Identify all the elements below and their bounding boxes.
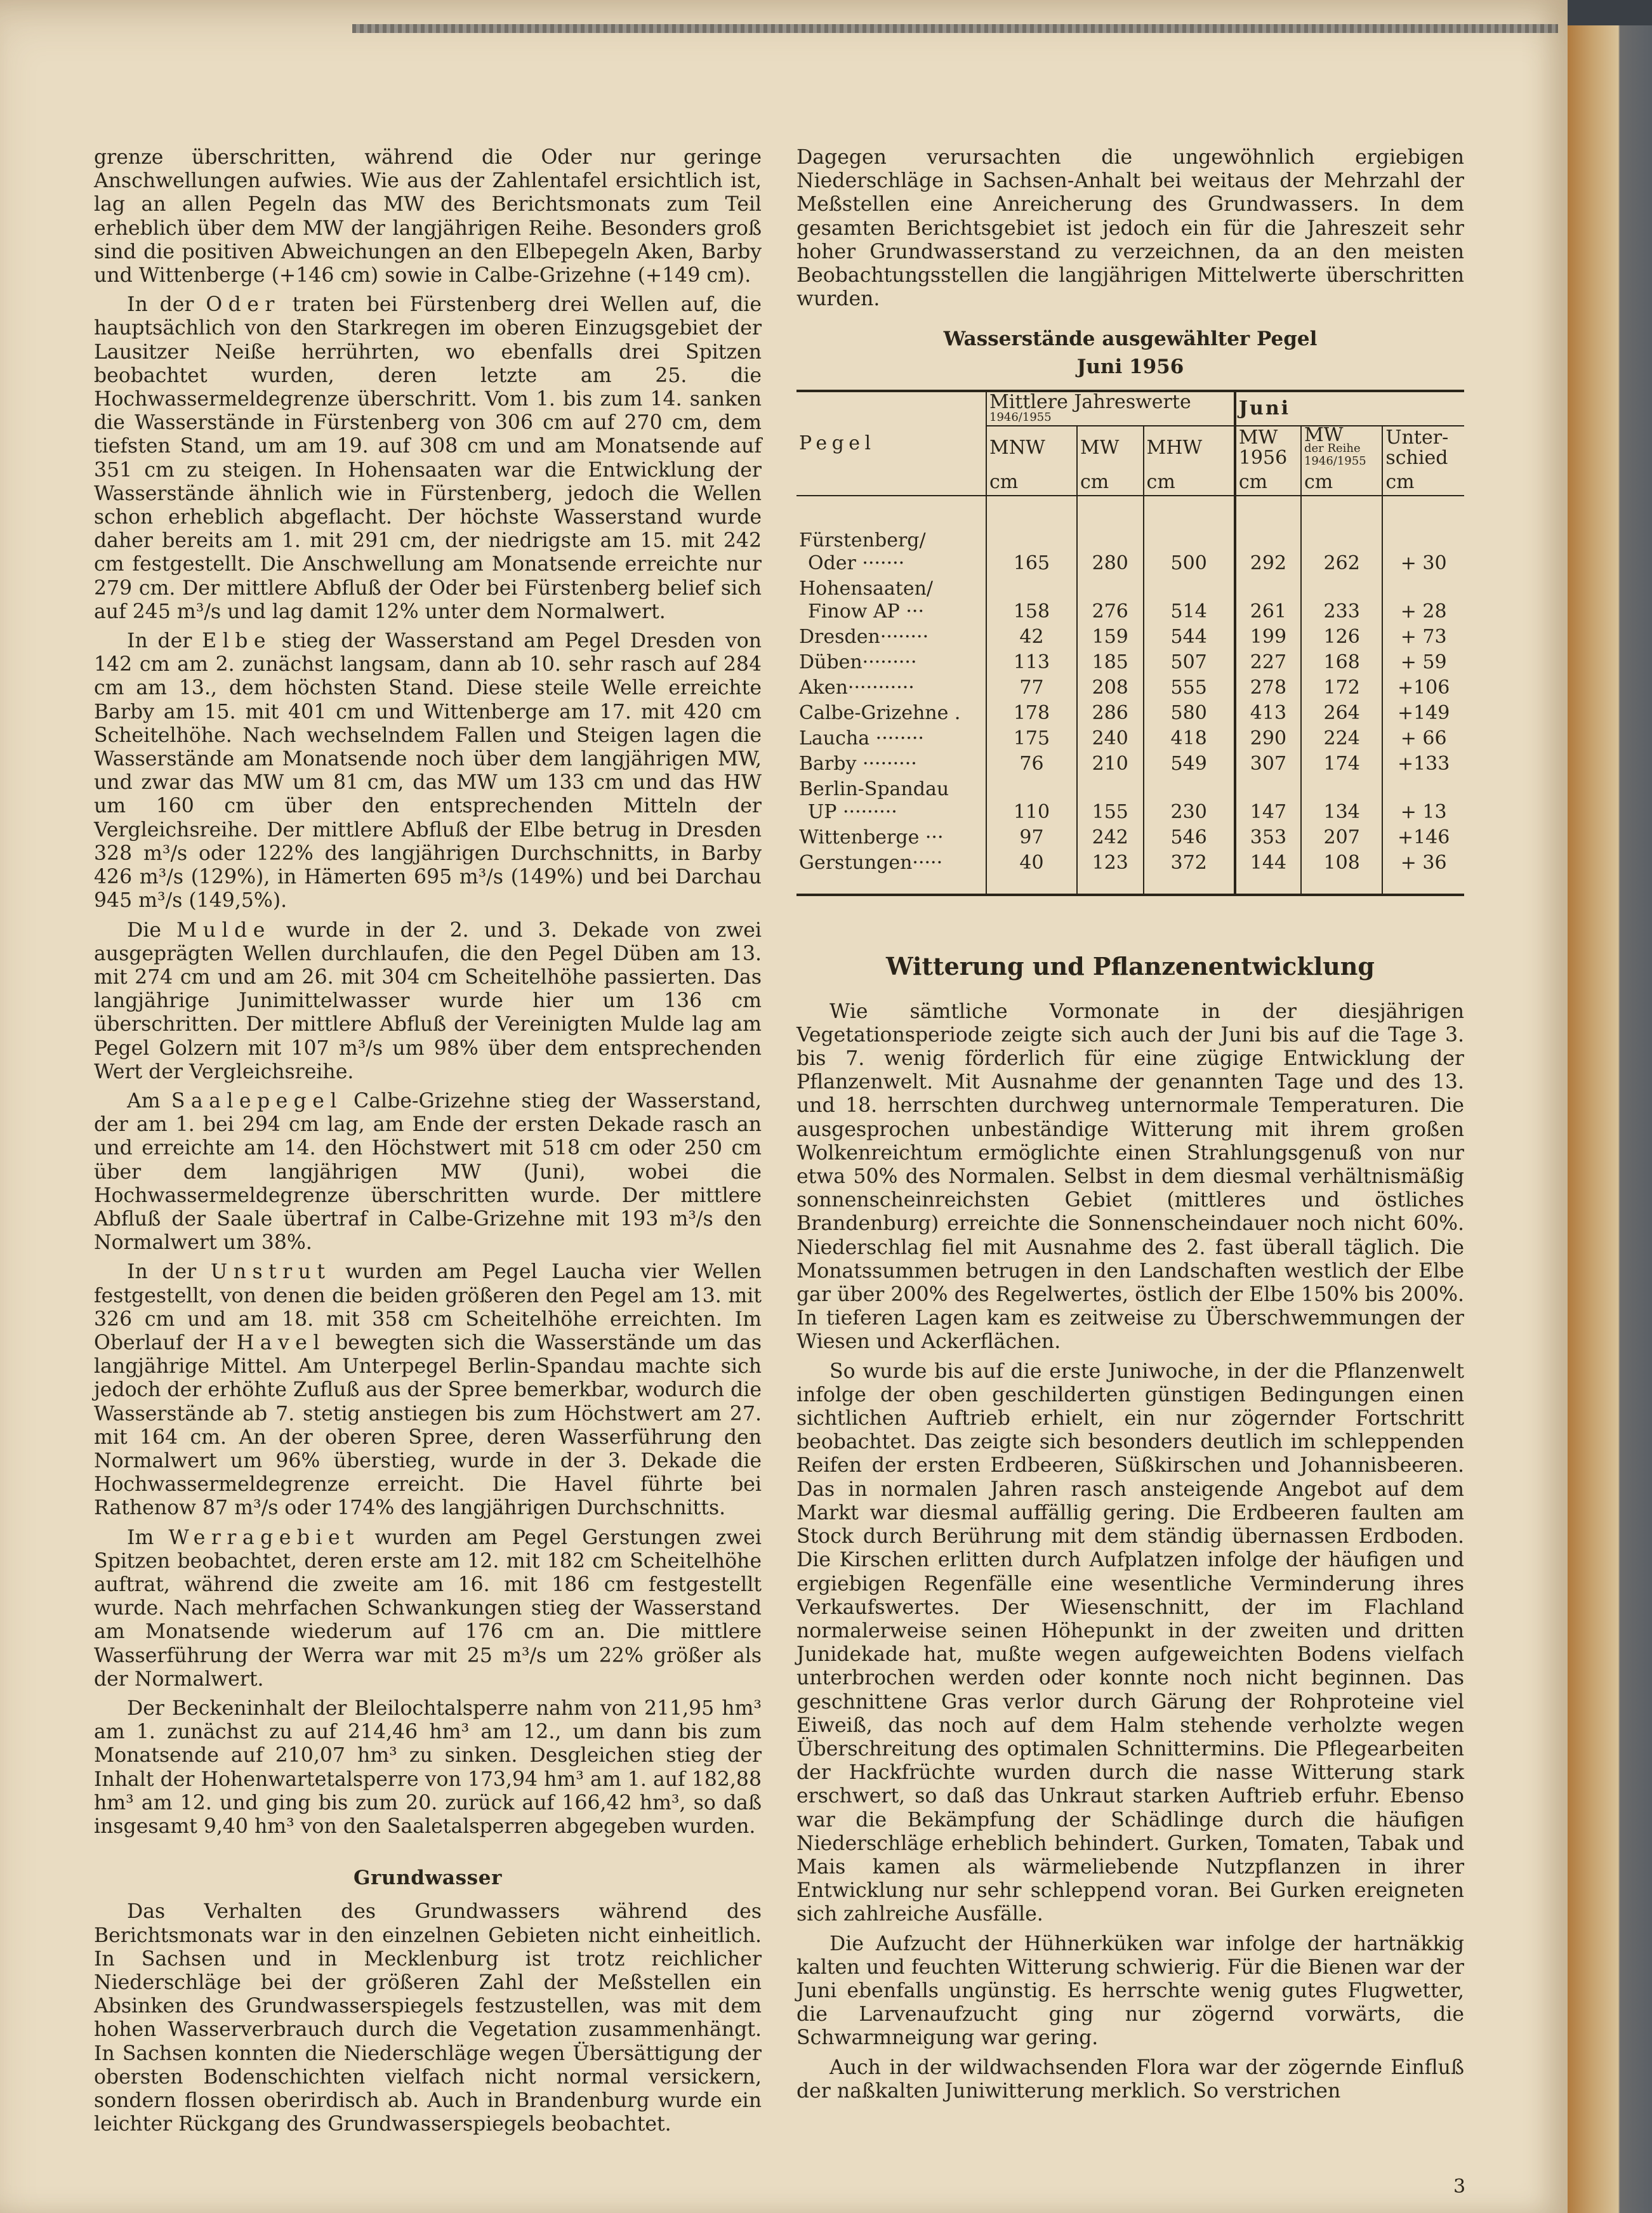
paragraph-mulde [94,919,762,1084]
header-text: Mittlere Jahreswerte [989,391,1191,414]
cell-mw: 159 [1077,624,1144,650]
water-level-table [796,390,1464,896]
pegel-name-line: Fürstenberg/ [799,529,926,552]
text-run: In der [127,1260,211,1284]
pegel-name-line: Gerstungen····· [799,852,943,875]
cell-mhw: 418 [1144,726,1235,751]
cell-pegel-name [796,650,986,675]
pegel-name-line: UP ········· [808,801,897,824]
cell-mnw: 165 [986,496,1077,576]
cell-mhw: 514 [1144,576,1235,624]
pegel-name-line: Dresden········ [799,626,929,649]
pegel-name-line: Laucha ········ [799,727,924,750]
table-row [796,576,1464,624]
paragraph: Auch in der wildwachsenden Flora war der zögernde Einfluß der naßkalten Juniwitterung merklich. So verstrichen [796,2056,1464,2103]
cell-mhw: 507 [1144,650,1235,675]
header-mw-reihe [1301,426,1382,470]
cell-mhw: 500 [1144,496,1235,576]
text-run: wurden am Pegel Laucha vier Wellen festgestellt, von denen die beiden größeren den Pegel am 13. mit 326 cm und am 18. mit 358 cm Scheitelhöhe erreichten. Im Oberlauf der [94,1260,762,1354]
pegel-name-line: Aken··········· [799,677,915,699]
cell-mw: 240 [1077,726,1144,751]
header-text: 1956 [1238,447,1288,470]
header-text: MW [1304,424,1344,447]
pegel-name-line: Düben········· [799,651,917,674]
cell-mw-1956: 292 [1235,496,1301,576]
header-pegel: Pegel [796,391,986,496]
table-subtitle-line: Juni 1956 [1076,355,1184,379]
text-run: Calbe-Grizehne stieg der Wasserstand, der am 1. bei 294 cm lag, am Ende der ersten Dekade rasch an und erreichte am 14. den Höchstwert mit 518 cm oder 250 cm über dem langjährigen MW (Juni), wobei die Hochwassermeldegrenze überschritten wurde. Der mittlere Abfluß der Saale übertraf in Calbe-Grizehne mit 193 m³/s den Normalwert um 38%. [94,1089,762,1255]
cell-mnw: 42 [986,624,1077,650]
text-run: Im [127,1526,169,1549]
table-title-line: Wasserstände ausgewählter Pegel [943,327,1318,351]
header-mw-1956 [1235,426,1301,470]
cell-pegel-name [796,675,986,701]
left-column [94,146,762,2142]
paragraph-talsperren: Der Beckeninhalt der Bleilochtalsperre nahm von 211,95 hm³ am 1. zunächst zu auf 214,46 hm³ am 12., um dann bis zum Monatsende auf 210,07 hm³ zu sinken. Desgleichen stieg der Inhalt der Hohenwartetalsperre von 173,94 hm³ am 1. auf 182,88 hm³ am 12. und ging bis zum 20. zurück auf 166,42 hm³, so daß insgesamt 9,40 hm³ von den Saaletalsperren abgegeben wurden. [94,1697,762,1839]
unit-cell: cm [1077,470,1144,496]
spaced-term: Mulde [176,918,271,942]
paragraph-elbe [94,630,762,913]
cell-mw-reihe: 168 [1301,650,1382,675]
cell-mnw: 76 [986,751,1077,777]
cell-mnw: 113 [986,650,1077,675]
table-body [796,496,1464,895]
cell-unterschied: + 73 [1400,626,1447,649]
pegel-name-line: Calbe-Grizehne . [799,702,961,725]
header-mhw: MHW [1144,426,1235,470]
table-title [796,325,1464,381]
cell-mw-reihe: 172 [1301,675,1382,701]
paragraph-grundwasser: Das Verhalten des Grundwassers während des Berichtsmonats war in den einzelnen Gebieten nicht einheitlich. In Sachsen und in Mecklenburg ist trotz reichlicher Niederschläge bei der größeren Zahl der Meßstellen ein Absinken des Grundwasserspiegels festzustellen, was mit dem hohen Wasserverbrauch durch die Vegetation zusammenhängt. In Sachsen konnten die Niederschläge wegen Übersättigung der obersten Bodenschichten vielfach nicht normal versickern, sondern flossen oberirdisch ab. Auch in Brandenburg wurde ein leichter Rückgang des Grundwasserspiegels beobachtet. [94,1900,762,2136]
header-text: schied [1385,447,1448,470]
text-run: stieg der Wasserstand am Pegel Dresden von 142 cm am 2. zunächst langsam, dann ab 10. sehr rasch auf 284 cm am 13., dem höchsten Stand. Diese steile Welle erreichte Barby am 15. mit 401 cm und Wittenberge am 17. mit 420 cm Scheitelhöhe. Nach wechselndem Fallen und Steigen lagen die Wasserstände am Monatsende noch über dem langjährigen MW, und zwar das MW um 81 cm, das MW um 133 cm und das HW um 160 cm über den entsprechenden Mitteln der Vergleichsreihe. Der mittlere Abfluß der Elbe betrug in Dresden 328 m³/s oder 122% des langjährigen Durchschnitts, in Barby 426 m³/s (129%), in Hämerten 695 m³/s (149%) und bei Darchau 945 m³/s (149,5%). [94,630,762,913]
top-binding-rule [352,24,1558,33]
cell-mw-1956: 290 [1235,726,1301,751]
subheading-grundwasser: Grundwasser [353,1866,503,1890]
header-text: der Reihe [1304,442,1361,456]
pegel-name-line: Finow AP ··· [808,600,925,623]
table-row [796,726,1464,751]
cell-mw-reihe: 207 [1301,825,1382,850]
book-edge [1568,25,1652,2213]
cell-unterschied: + 66 [1400,727,1447,750]
unit-cell: cm [1144,470,1235,496]
page-number: 3 [1453,2176,1466,2198]
cell-mnw: 77 [986,675,1077,701]
cell-mw: 242 [1077,825,1144,850]
text-run: Die [127,918,177,942]
cell-mnw: 110 [986,777,1077,825]
cell-mw-1956: 307 [1235,751,1301,777]
cell-mw: 210 [1077,751,1144,777]
cell-unterschied: + 30 [1400,552,1447,575]
header-unterschied [1382,426,1464,470]
cell-unterschied: + 59 [1400,651,1447,674]
cell-mhw: 555 [1144,675,1235,701]
cell-mw: 276 [1077,576,1144,624]
cell-mw: 185 [1077,650,1144,675]
cell-mhw: 580 [1144,701,1235,726]
cell-mnw: 97 [986,825,1077,850]
right-column [796,146,1464,2109]
pegel-name-line: Oder ······· [808,552,905,575]
cell-mhw: 372 [1144,850,1235,895]
cell-mw-reihe: 174 [1301,751,1382,777]
paragraph-unstrut [94,1260,762,1520]
cell-mhw: 546 [1144,825,1235,850]
unit-cell: cm [1382,470,1464,496]
cell-unterschied: + 28 [1400,600,1447,623]
table-row [796,850,1464,895]
pegel-name-line: Hohensaaten/ [799,578,934,600]
text-run: bewegten sich die Wasserstände um das langjährige Mittel. Am Unterpegel Berlin-Spandau machte sich jedoch der erhöhte Zufluß aus der Spree bemerkbar, wodurch die Wasserstände ab 7. stetig anstiegen bis zum Höchstwert am 27. mit 164 cm. An der oberen Spree, deren Wasserführung den Normalwert um 96% überstieg, wurde in der 3. Dekade die Hochwassermeldegrenze erreicht. Die Havel führte bei Rathenow 87 m³/s oder 174% des langjährigen Durchschnitts. [94,1331,762,1520]
cell-unterschied: + 13 [1400,801,1447,824]
header-text: 1946/1955 [1304,454,1366,468]
cell-pegel-name [796,496,986,576]
table-row [796,777,1464,825]
cell-mw-reihe: 264 [1301,701,1382,726]
cell-mw: 286 [1077,701,1144,726]
cell-mw-1956: 147 [1235,777,1301,825]
cell-mw-1956: 227 [1235,650,1301,675]
cell-mw: 208 [1077,675,1144,701]
paragraph-werra [94,1526,762,1691]
cell-mw-reihe: 224 [1301,726,1382,751]
table-row [796,751,1464,777]
pegel-name-line: Barby ········· [799,753,917,776]
cell-mnw: 158 [986,576,1077,624]
spaced-term: Saalepegel [171,1089,343,1113]
cell-mw-1956: 199 [1235,624,1301,650]
header-text: 1946/1955 [989,411,1052,425]
cell-mw-1956: 261 [1235,576,1301,624]
pegel-name-line: Berlin-Spandau [799,778,949,801]
text-run: traten bei Fürstenberg drei Wellen auf, die hauptsächlich von den Starkregen im oberen Einzugsgebiet der Lausitzer Neiße herrührten, wo ebenfalls drei Spitzen beobachtet wurden, deren letzte am 25. die Hochwassermeldegrenze überschritt. Vom 1. bis zum 14. sanken die Wasserstände in Fürstenberg von 306 cm auf 270 cm, dem tiefsten Stand, um am 19. auf 308 cm und am Monatsende auf 351 cm zu steigen. In Hohensaaten war die Entwicklung der Wasserstände ähnlich wie in Fürstenberg, jedoch die Wellen schon erheblich abgeflacht. Der höchste Wasserstand wurde daher bereits am 1. mit 291 cm, der niedrigste am 15. mit 242 cm festgestellt. Die Anschwellung am Monatsende erreichte nur 279 cm. Der mittlere Abfluß der Oder bei Fürstenberg belief sich auf 245 m³/s und lag damit 12% unter dem Normalwert. [94,293,762,623]
pegel-name-line: Wittenberge ··· [799,826,944,849]
cell-pegel-name [796,726,986,751]
cell-mw-1956: 353 [1235,825,1301,850]
header-mw: MW [1077,426,1144,470]
section-heading-witterung: Witterung und Pflanzenentwicklung [886,952,1375,981]
unit-cell: cm [1301,470,1382,496]
cell-mw: 155 [1077,777,1144,825]
cell-unterschied: +146 [1397,826,1450,849]
paragraph: Dagegen verursachten die ungewöhnlich ergiebigen Niederschläge in Sachsen-Anhalt bei weitaus der Mehrzahl der Meßstellen eine Anreicherung des Grundwassers. In dem gesamten Berichtsgebiet ist jedoch ein für die Jahreszeit sehr hoher Grundwasserstand zu verzeichnen, da an den meisten Beobachtungsstellen die langjährigen Mittelwerte überschritten wurden. [796,146,1464,311]
unit-cell: cm [1235,470,1301,496]
cell-mw-reihe: 134 [1301,777,1382,825]
header-mnw: MNW [986,426,1077,470]
spaced-term: Werragebiet [168,1526,360,1549]
paragraph: Die Aufzucht der Hühnerküken war infolge der hartnäkkig kalten und feuchten Witterung schwierig. Für die Bienen war der Juni ebenfalls ungünstig. Es herrschte wenig gutes Flugwetter, die Larvenaufzucht ging nur zögernd vorwärts, die Schwarmneigung war gering. [796,1932,1464,2050]
unit-cell: cm [986,470,1077,496]
header-text: MW [1238,426,1278,449]
cell-mnw: 175 [986,726,1077,751]
cell-mw-1956: 413 [1235,701,1301,726]
cell-mw-1956: 144 [1235,850,1301,895]
text-run: wurde in der 2. und 3. Dekade von zwei ausgeprägten Wellen durchlaufen, die den Pegel Düben am 13. mit 274 cm und am 26. mit 304 cm Scheitelhöhe passierten. Das langjährige Junimittelwasser wurde hier um 136 cm überschritten. Der mittlere Abfluß der Vereinigten Mulde lag am Pegel Golzern mit 107 m³/s um 98% über dem entsprechenden Wert der Vergleichsreihe. [94,918,762,1083]
table-row [796,496,1464,576]
table-row [796,675,1464,701]
cell-mw: 123 [1077,850,1144,895]
cell-mnw: 40 [986,850,1077,895]
text-run: Am [127,1089,171,1113]
table-row [796,650,1464,675]
cell-pegel-name [796,701,986,726]
header-group-juni: Juni [1235,391,1464,426]
cell-pegel-name [796,850,986,895]
text-run: In der [127,293,206,317]
table-row [796,701,1464,726]
cell-unterschied: +149 [1397,702,1450,725]
paragraph-oder [94,293,762,624]
cell-unterschied: + 36 [1400,852,1447,875]
text-run: In der [127,630,202,653]
paragraph-saale [94,1090,762,1255]
table-row [796,624,1464,650]
cell-mhw: 544 [1144,624,1235,650]
cell-mhw: 230 [1144,777,1235,825]
cell-mnw: 178 [986,701,1077,726]
paragraph: Wie sämtliche Vormonate in der diesjährigen Vegetationsperiode zeigte sich auch der Juni bis auf die Tage 3. bis 7. wenig förderlich für eine zügige Entwicklung der Pflanzenwelt. Mit Ausnahme der genannten Tage und des 13. und 18. herrschten durchweg unternormale Temperaturen. Die ausgesprochen unbeständige Witterung mit ihrem großen Wolkenreichtum ermöglichte einen Strahlungsgenuß von nur etwa 50% des Normalen. Selbst in dem diesmal verhältnismäßig sonnenscheinreichsten Gebiet (mittleres und östliches Brandenburg) erreichte die Sonnenscheindauer noch nicht 60%. Niederschlag fiel mit Ausnahme des 2. fast überall täglich. Die Monatssummen betrugen in den Landschaften westlich der Elbe gar über 200% des Regelwertes, östlich der Elbe 150% bis 200%. In tieferen Lagen kam es zeitweise zu Überschwemmungen der Wiesen und Ackerflächen. [796,1000,1464,1354]
cell-mw-reihe: 262 [1301,496,1382,576]
header-group-mittlere [986,391,1235,426]
cell-mw-1956: 278 [1235,675,1301,701]
text-run: wurden am Pegel Gerstungen zwei Spitzen beobachtet, deren erste am 12. mit 182 cm Scheitelhöhe auftrat, während die zweite am 16. mit 186 cm festgestellt wurde. Nach mehrfachen Schwankungen stieg der Wasserstand am Monatsende wiederum auf 176 cm an. Die mittlere Wasserführung der Werra war mit 25 m³/s um 22% größer als der Normalwert. [94,1526,762,1691]
cell-pegel-name [796,751,986,777]
cell-pegel-name [796,825,986,850]
cell-mw-reihe: 126 [1301,624,1382,650]
spaced-term: Havel [236,1331,326,1354]
spaced-term: Oder [206,293,281,317]
cell-unterschied: +106 [1397,677,1450,699]
paragraph: grenze überschritten, während die Oder nur geringe Anschwellungen aufwies. Wie aus der Zahlentafel ersichtlich ist, lag an allen Pegeln das MW des Berichtsmonats zum Teil erheblich über dem MW der langjährigen Reihe. Besonders groß sind die positiven Abweichungen an den Elbepegeln Aken, Barby und Wittenberge (+146 cm) sowie in Calbe-Grizehne (+149 cm). [94,146,762,287]
cell-mw: 280 [1077,496,1144,576]
cell-unterschied: +133 [1397,753,1450,776]
cell-pegel-name [796,624,986,650]
cell-mhw: 549 [1144,751,1235,777]
spaced-term: Elbe [202,630,272,653]
header-text: Unter- [1385,426,1449,449]
cell-pegel-name [796,576,986,624]
paragraph: So wurde bis auf die erste Juniwoche, in der die Pflanzenwelt infolge der oben geschilderten günstigen Bedingungen einen sichtlichen Auftrieb erhielt, ein nur zögernder Fortschritt beobachtet. Das zeigte sich besonders deutlich im schleppenden Reifen der ersten Erdbeeren, Süßkirschen und Johannisbeeren. Das in normalen Jahren rasch ansteigende Angebot auf dem Markt war diesmal auffällig gering. Die Erdbeeren faulten am Stock durch Berührung mit dem ständig übernassen Erdboden. Die Kirschen erlitten durch Aufplatzen infolge der häufigen und ergiebigen Regenfälle eine wesentliche Verminderung ihres Verkaufswertes. Der Wiesenschnitt, der im Flachland normalerweise seinen Höhepunkt in der zweiten und dritten Junidekade hat, mußte wegen aufgeweichten Bodens vielfach unterbrochen werden oder konnte noch nicht beginnen. Das geschnittene Gras verlor durch Gärung der Rohproteine viel Eiweiß, das noch auf dem Halm stehende verholzte wegen Überschreitung des optimalen Schnittermins. Die Pflegearbeiten der Hackfrüchte wurden durch die nasse Witterung stark erschwert, so daß das Unkraut starken Auftrieb erfuhr. Ebenso war die Bekämpfung der Schädlinge durch die häufigen Niederschläge erheblich behindert. Gurken, Tomaten, Tabak und Mais kamen als wärmeliebende Nutzpflanzen in ihrer Entwicklung nur sehr schleppend voran. Bei Gurken ereigneten sich zahlreiche Ausfälle. [796,1359,1464,1926]
cell-mw-reihe: 233 [1301,576,1382,624]
cell-mw-reihe: 108 [1301,850,1382,895]
table-row [796,825,1464,850]
cell-pegel-name [796,777,986,825]
spaced-term: Unstrut [210,1260,331,1284]
